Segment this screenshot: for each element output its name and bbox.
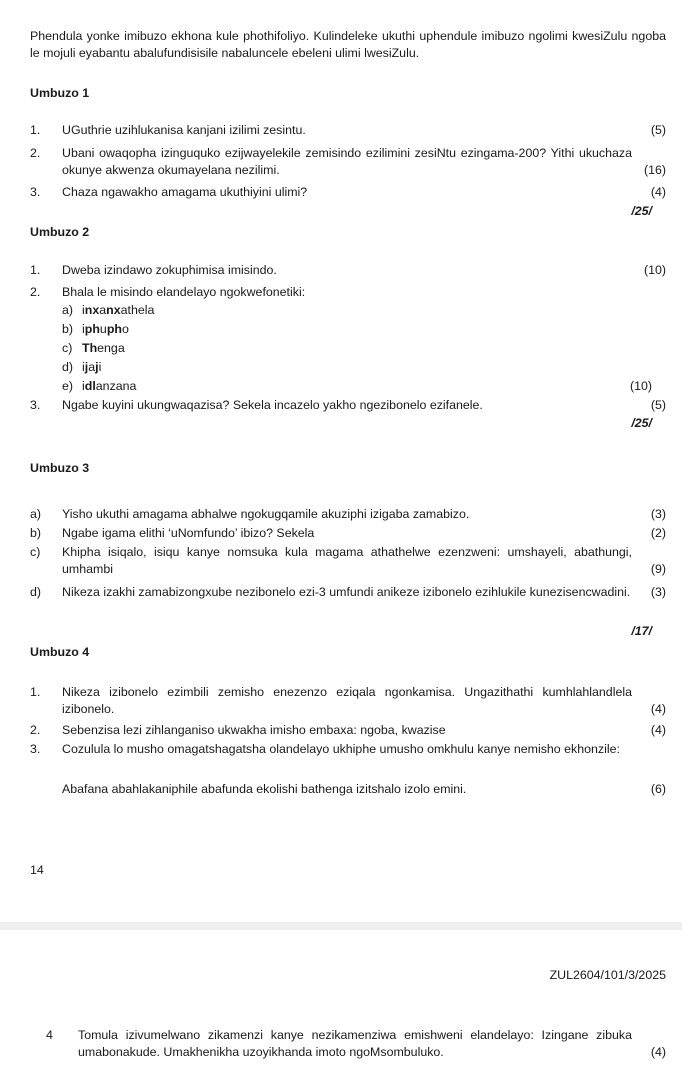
item-number: 1. xyxy=(30,263,41,277)
plain-segment: i xyxy=(82,303,85,317)
q2-subitem-b xyxy=(62,321,129,338)
plain-segment: athela xyxy=(120,303,155,317)
subitem-letter: b) xyxy=(62,322,74,336)
item-number: 2. xyxy=(30,723,41,737)
item-number: 1. xyxy=(30,123,41,137)
item-mark: (4) xyxy=(650,723,666,737)
plain-segment: o xyxy=(121,322,129,336)
sentence-text: Abafana abahlakaniphile abafunda ekolishi bathenga izitshalo izolo emini. xyxy=(62,782,467,796)
question-3-total: /17/ xyxy=(631,624,652,638)
module-code: ZUL2604/101/3/2025 xyxy=(549,968,666,982)
page-separator xyxy=(0,922,682,930)
question-2-heading: Umbuzo 2 xyxy=(30,225,90,239)
q4-sentence xyxy=(30,781,666,798)
item-mark: (16) xyxy=(643,163,666,177)
bold-segment: j xyxy=(84,360,89,374)
item-mark: (4) xyxy=(650,185,666,199)
q4-item-2 xyxy=(30,722,666,739)
plain-segment: i xyxy=(98,360,102,374)
bold-segment: dl xyxy=(84,379,96,393)
phonetic-word xyxy=(82,303,154,317)
subitem-letter: e) xyxy=(62,379,74,393)
item-mark: (4) xyxy=(650,1045,666,1059)
item-mark: (10) xyxy=(643,263,666,277)
bold-segment: Th xyxy=(82,341,98,355)
q3-item-a xyxy=(30,506,666,523)
question-3-heading: Umbuzo 3 xyxy=(30,461,90,475)
item-number: 3. xyxy=(30,398,41,412)
subitem-letter: d) xyxy=(62,360,74,374)
item-text: Ngabe igama elithi ‘uNomfundo’ ibizo? Sekela xyxy=(62,526,315,540)
q1-item-3 xyxy=(30,184,666,201)
plain-segment: a xyxy=(88,360,96,374)
item-text: Tomula izivumelwano zikamenzi kanye nezikamenziwa emishweni elandelayo: Izingane zibuka umabonakude. Umakhenikha uzoyikhanda imoto ngoMsombuluko. xyxy=(78,1028,632,1059)
item-text: Sebenzisa lezi zihlanganiso ukwakha imisho embaxa: ngoba, kwazise xyxy=(62,723,446,737)
q3-item-b xyxy=(30,525,666,542)
q2-item-3 xyxy=(30,397,666,414)
item-number: 4 xyxy=(46,1028,53,1042)
q4-item-4 xyxy=(46,1027,666,1061)
item-mark: (3) xyxy=(650,507,666,521)
item-number: 3. xyxy=(30,742,41,756)
phonetic-word xyxy=(82,379,136,393)
bold-segment: ph xyxy=(106,322,122,336)
item-number: 2. xyxy=(30,146,41,160)
item-number: 2. xyxy=(30,285,41,299)
q2-item-1 xyxy=(30,262,666,279)
question-2-total: /25/ xyxy=(631,416,652,430)
question-1-heading: Umbuzo 1 xyxy=(30,86,90,100)
q2-subitem-c xyxy=(62,340,125,357)
item-mark: (4) xyxy=(650,702,666,716)
item-mark: (5) xyxy=(650,123,666,137)
page-number: 14 xyxy=(30,863,44,877)
item-mark: (9) xyxy=(650,562,666,576)
instructions-paragraph: Phendula yonke imibuzo ekhona kule phothifoliyo. Kulindeleke ukuthi uphendule imibuzo ngolimi kwesiZulu ngoba le mojuli eyabantu abalufundisisile nabaluncele ebeleni ulimi lwesiZulu. xyxy=(30,29,666,60)
q2-item-2 xyxy=(30,284,666,301)
item-number: c) xyxy=(30,545,41,559)
item-text: Nikeza izibonelo ezimbili zemisho enezenzo eziqala ngonkamisa. Ungazithathi kumhlahlandlela izibonelo. xyxy=(62,685,632,716)
item-mark: (3) xyxy=(650,585,666,599)
item-text: Cozulula lo musho omagatshagatsha olandelayo ukhiphe umusho omkhulu kanye nemisho ekhonzile: xyxy=(62,742,620,756)
item-number: b) xyxy=(30,526,42,540)
plain-segment: u xyxy=(99,322,107,336)
phonetic-word xyxy=(82,360,101,374)
item-number: 1. xyxy=(30,685,41,699)
item-number: a) xyxy=(30,507,42,521)
plain-segment: i xyxy=(82,322,85,336)
phonetic-word xyxy=(82,341,125,355)
q4-item-3 xyxy=(30,741,666,758)
bold-segment: j xyxy=(95,360,99,374)
q2-subitems-mark: (10) xyxy=(629,379,652,393)
plain-segment: i xyxy=(82,379,85,393)
plain-segment: anzana xyxy=(95,379,137,393)
question-1-total: /25/ xyxy=(631,204,652,218)
q2-subitem-e xyxy=(62,378,136,395)
item-number: 3. xyxy=(30,185,41,199)
plain-segment: a xyxy=(99,303,107,317)
item-text: Chaza ngawakho amagama ukuthiyini ulimi? xyxy=(62,185,308,199)
item-mark: (2) xyxy=(650,526,666,540)
bold-segment: ph xyxy=(84,322,100,336)
q1-item-2 xyxy=(30,145,666,179)
item-text: Nikeza izakhi zamabizongxube nezibonelo ezi-3 umfundi anikeze izibonelo ezihlukile kunezisencwadini. xyxy=(62,585,631,599)
question-4-heading: Umbuzo 4 xyxy=(30,645,90,659)
item-text: UGuthrie uzihlukanisa kanjani izilimi zesintu. xyxy=(62,123,306,137)
item-text: Yisho ukuthi amagama abhalwe ngokugqamile akuziphi izigaba zamabizo. xyxy=(62,507,470,521)
plain-segment: i xyxy=(82,360,85,374)
item-text: Ubani owaqopha izinguquko ezijwayelekile zemisindo ezilimini zesiNtu ezingama-200? Yithi ukuchaza okunye akwenza okumayelana nezilimi. xyxy=(62,146,632,177)
subitem-letter: c) xyxy=(62,341,73,355)
item-number: d) xyxy=(30,585,42,599)
item-text: Ngabe kuyini ukungwaqazisa? Sekela incazelo yakho ngezibonelo ezifanele. xyxy=(62,398,483,412)
q2-subitem-a xyxy=(62,302,154,319)
plain-segment: enga xyxy=(97,341,125,355)
q3-item-c xyxy=(30,544,666,578)
item-mark: (6) xyxy=(650,782,666,796)
item-text: Khipha isiqalo, isiqu kanye nomsuka kula magama athathelwe ezenzweni: umshayeli, abathungi, umhambi xyxy=(62,545,632,576)
item-text: Dweba izindawo zokuphimisa imisindo. xyxy=(62,263,277,277)
bold-segment: nx xyxy=(106,303,121,317)
bold-segment: nx xyxy=(84,303,100,317)
q1-item-1 xyxy=(30,122,666,139)
phonetic-word xyxy=(82,322,129,336)
item-mark: (5) xyxy=(650,398,666,412)
q4-item-1 xyxy=(30,684,666,718)
item-text: Bhala le misindo elandelayo ngokwefonetiki: xyxy=(62,285,306,299)
subitem-letter: a) xyxy=(62,303,74,317)
q3-item-d xyxy=(30,584,666,601)
q2-subitem-d xyxy=(62,359,101,376)
